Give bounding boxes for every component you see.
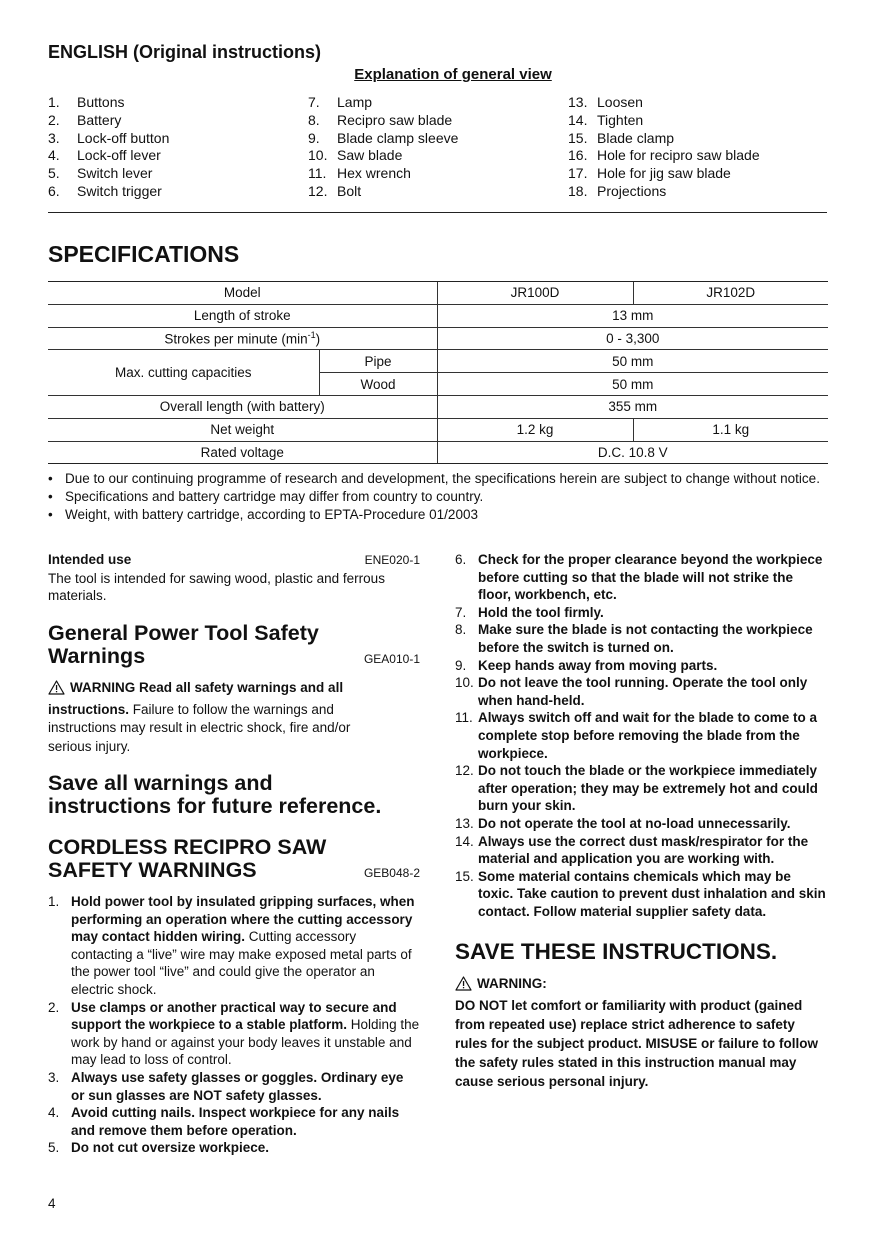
- parts-list-item: 2. Battery: [48, 111, 122, 128]
- parts-list-item: 17. Hole for jig saw blade: [568, 165, 731, 182]
- intended-use-heading: Intended use: [48, 552, 132, 567]
- language-heading: ENGLISH (Original instructions): [48, 42, 322, 62]
- parts-list-item: 4. Lock-off lever: [48, 147, 161, 164]
- cordless-heading-line2: SAFETY WARNINGS: [48, 858, 257, 882]
- parts-list-item: 6. Switch trigger: [48, 182, 162, 199]
- spec-label: Net weight: [48, 418, 437, 441]
- cordless-heading: CORDLESS RECIPRO SAW: [48, 835, 327, 859]
- general-safety-heading-block: [48, 622, 420, 668]
- intended-use-section: [48, 551, 420, 605]
- list-item: 5. Do not cut oversize workpiece.: [48, 1140, 270, 1156]
- table-row: [48, 395, 828, 418]
- parts-list-item: 8. Recipro saw blade: [308, 111, 453, 128]
- spec-label: Strokes per minute $(\min^{-1})$: [48, 327, 437, 350]
- warning-icon: [455, 976, 472, 996]
- list-item: 11. Always switch off and wait for the blade to come to a complete stop before removing the blade from the workpiece.: [455, 710, 818, 761]
- spec-value: D.C. 10.8 V: [437, 441, 828, 464]
- list-item: 12. Do not touch the blade or the workpiece immediately after operation; they may be extremely hot and could burn your skin.: [455, 763, 818, 814]
- list-item: 14. Always use the correct dust mask/respirator for the material and application you are working with.: [455, 833, 809, 867]
- list-item: • Specifications and battery cartridge may differ from country to country.: [48, 489, 484, 504]
- list-item: 8. Make sure the blade is not contacting the workpiece before the switch is turned on.: [455, 622, 813, 655]
- spec-value: JR102D: [633, 282, 828, 305]
- list-item: • Weight, with battery cartridge, according to EPTA-Procedure 01/2003: [48, 507, 478, 522]
- parts-list-item: 12. Bolt: [308, 182, 362, 199]
- warning-icon: [48, 680, 65, 701]
- list-item: 13. Do not operate the tool at no-load unnecessarily.: [455, 815, 791, 831]
- specifications-table: [48, 281, 828, 464]
- section-divider: [48, 212, 827, 213]
- cordless-warnings-list-right: [455, 551, 829, 920]
- parts-list-item: 7. Lamp: [308, 94, 373, 110]
- spec-value: 1.1 kg: [633, 418, 828, 441]
- parts-list-item: 16. Hole for recipro saw blade: [568, 147, 760, 164]
- intended-use-text: The tool is intended for sawing wood, plastic and ferrous materials.: [48, 570, 385, 604]
- spec-notes: [48, 470, 838, 524]
- list-item: 2. Use clamps or another practical way to secure and support the workpiece to a stable platform. Holding the work by hand or against your body leaves it unstable and may lead to loss of control.: [48, 999, 420, 1068]
- save-these-heading: SAVE THESE INSTRUCTIONS.: [455, 939, 778, 964]
- spec-value: 50 mm: [437, 350, 828, 373]
- list-item: 10. Do not leave the tool running. Operate the tool only when hand-held.: [455, 675, 808, 708]
- doc-code: GEB048-2: [363, 866, 420, 880]
- parts-list-col-2: [308, 94, 458, 201]
- parts-list-item: 13. Loosen: [568, 94, 643, 110]
- parts-list-item: 3. Lock-off button: [48, 129, 170, 146]
- spec-value: JR100D: [437, 282, 633, 305]
- cordless-warnings-list-left: [48, 893, 420, 1157]
- table-row: [48, 350, 828, 373]
- parts-list-item: 18. Projections: [568, 182, 667, 199]
- parts-list-item: 1. Buttons: [48, 94, 125, 110]
- list-item: 7. Hold the tool firmly.: [455, 604, 604, 620]
- parts-list-item: 15. Blade clamp: [568, 129, 675, 146]
- parts-list-col-3: [568, 94, 760, 201]
- final-warning: [455, 974, 827, 1091]
- spec-value: 1.2 kg: [437, 418, 633, 441]
- spec-sublabel: Pipe: [319, 350, 437, 373]
- list-item: 15. Some material contains chemicals which may be toxic. Take caution to prevent dust inhalation and skin contact. Follow material supplier safety data.: [455, 868, 826, 919]
- spec-value: 0 - 3,300: [437, 327, 828, 350]
- spec-label: Rated voltage: [48, 441, 437, 464]
- specifications-title: SPECIFICATIONS: [48, 241, 240, 267]
- parts-list-item: 9. Blade clamp sleeve: [308, 129, 459, 146]
- general-safety-heading-line2: Warnings: [48, 644, 146, 668]
- parts-list-item: 14. Tighten: [568, 111, 644, 128]
- table-row: [48, 327, 828, 350]
- spec-sublabel: Wood: [319, 373, 437, 396]
- list-item: 1. Hold power tool by insulated gripping surfaces, when performing an operation where the cutting accessory may contact hidden wiring. Cutting accessory contacting a “live” wire may make exposed metal parts of the power tool “live” and could give the operator an electric shock.: [48, 894, 415, 997]
- spec-label: Max. cutting capacities: [48, 350, 319, 396]
- warning-text: DO NOT let comfort or familiarity with product (gained from repeated use) replace strict adherence to safety rules for the subject product. MISUSE or failure to follow the safety rules stated in this instruction manual may cause serious personal injury.: [455, 998, 819, 1089]
- warning-label: WARNING:: [477, 976, 547, 991]
- list-item: 4. Avoid cutting nails. Inspect workpiece for any nails and remove them before operation.: [48, 1105, 400, 1138]
- parts-list-item: 10. Saw blade: [308, 147, 403, 164]
- spec-label: Model: [48, 282, 437, 305]
- spec-label: Overall length (with battery): [48, 395, 437, 418]
- list-item: • Due to our continuing programme of research and development, the specifications herein are subject to change without notice.: [48, 471, 820, 486]
- table-row: [48, 418, 828, 441]
- list-item: 3. Always use safety glasses or goggles. Ordinary eye or sun glasses are NOT safety glasses.: [48, 1069, 404, 1103]
- general-warning-paragraph: WARNING Read all safety warnings and all instructions. Failure to follow the warnings and instructions may result in electric shock, fire and/or serious injury.: [48, 680, 351, 754]
- parts-list-item: 11. Hex wrench: [308, 165, 411, 182]
- general-safety-heading: General Power Tool Safety: [48, 621, 319, 645]
- table-row: [48, 304, 828, 327]
- spec-value: 13 mm: [437, 304, 828, 327]
- table-row: [48, 441, 828, 464]
- spec-value: 50 mm: [437, 373, 828, 396]
- parts-list-item: 5. Switch lever: [48, 165, 153, 182]
- doc-code: GEA010-1: [363, 652, 420, 666]
- save-all-heading: Save all warnings and instructions for future reference.: [48, 771, 382, 818]
- spec-value: 355 mm: [437, 395, 828, 418]
- cordless-heading-block: [48, 836, 420, 882]
- list-item: 6. Check for the proper clearance beyond the workpiece before cutting so that the blade will not strike the floor, workbench, etc.: [455, 552, 823, 603]
- general-view-title: Explanation of general view: [354, 66, 552, 83]
- table-row: [48, 282, 828, 305]
- spec-label: Length of stroke: [48, 304, 437, 327]
- list-item: 9. Keep hands away from moving parts.: [455, 657, 718, 673]
- parts-list-col-1: [48, 94, 169, 201]
- doc-code: ENE020-1: [364, 553, 420, 567]
- page-number: 4: [48, 1196, 56, 1211]
